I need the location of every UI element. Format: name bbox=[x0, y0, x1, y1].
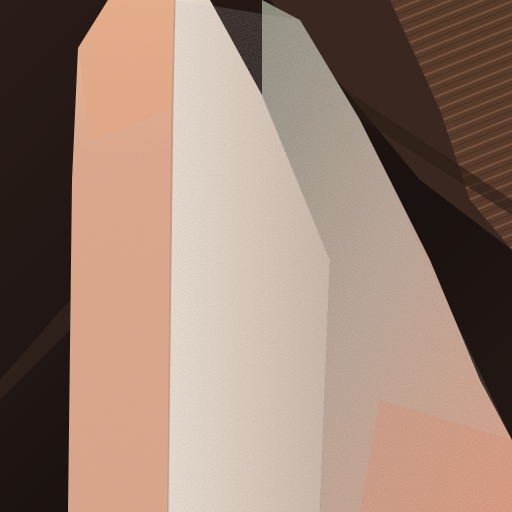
stone-smooth-grain bbox=[68, 0, 175, 512]
